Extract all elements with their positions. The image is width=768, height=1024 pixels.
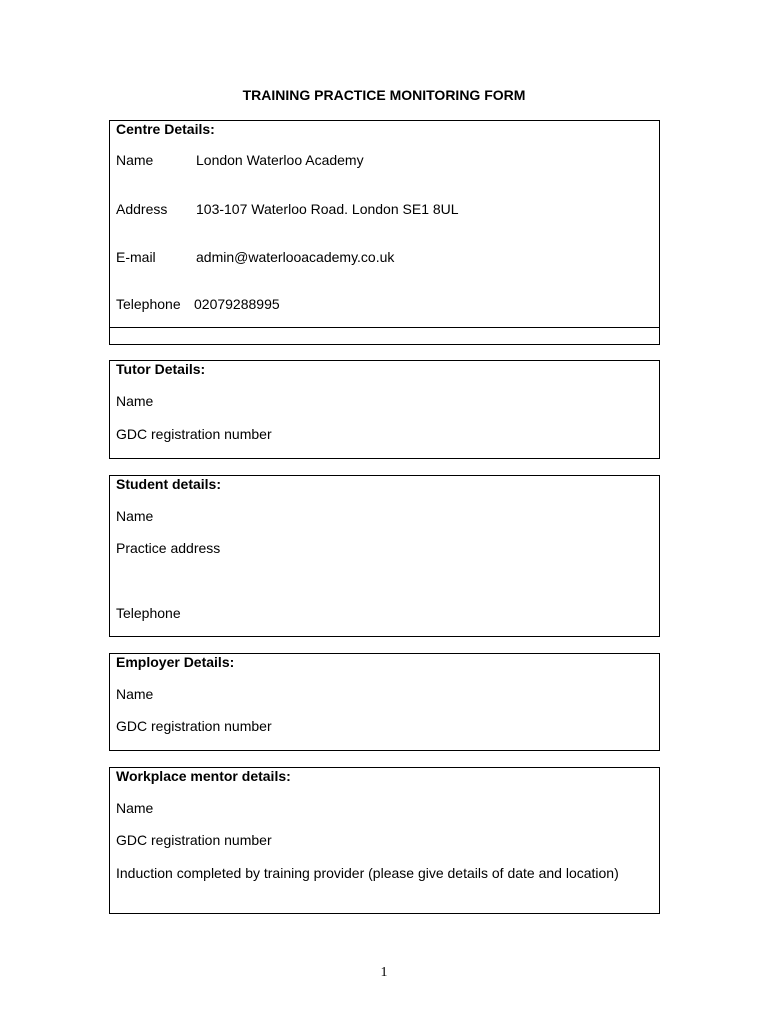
centre-details-heading: Centre Details:	[116, 121, 215, 137]
centre-details-divider	[109, 327, 660, 328]
mentor-name-label: Name	[116, 800, 154, 816]
centre-email-label: E-mail	[116, 249, 156, 265]
tutor-name-label: Name	[116, 393, 154, 409]
tutor-gdc-label: GDC registration number	[116, 426, 272, 442]
form-title: TRAINING PRACTICE MONITORING FORM	[242, 87, 526, 103]
employer-details-heading: Employer Details:	[116, 654, 235, 670]
student-telephone-label: Telephone	[116, 605, 181, 621]
centre-email-value: admin@waterlooacademy.co.uk	[196, 249, 395, 265]
student-address-label: Practice address	[116, 540, 221, 556]
centre-name-label: Name	[116, 152, 154, 168]
mentor-gdc-label: GDC registration number	[116, 832, 272, 848]
centre-details-section	[109, 120, 660, 345]
centre-telephone-label: Telephone	[116, 296, 181, 312]
employer-name-label: Name	[116, 686, 154, 702]
mentor-induction-label: Induction completed by training provider (please give details of date and location)	[116, 865, 619, 881]
student-name-label: Name	[116, 508, 154, 524]
mentor-details-heading: Workplace mentor details:	[116, 768, 291, 784]
centre-name-value: London Waterloo Academy	[196, 152, 364, 168]
page-number: 1	[380, 965, 388, 980]
student-details-section	[109, 475, 660, 637]
student-details-heading: Student details:	[116, 476, 222, 492]
tutor-details-heading: Tutor Details:	[116, 361, 206, 377]
centre-telephone-value: 02079288995	[194, 296, 280, 312]
centre-address-label: Address	[116, 201, 168, 217]
centre-address-value: 103-107 Waterloo Road. London SE1 8UL	[196, 201, 459, 217]
employer-gdc-label: GDC registration number	[116, 718, 272, 734]
